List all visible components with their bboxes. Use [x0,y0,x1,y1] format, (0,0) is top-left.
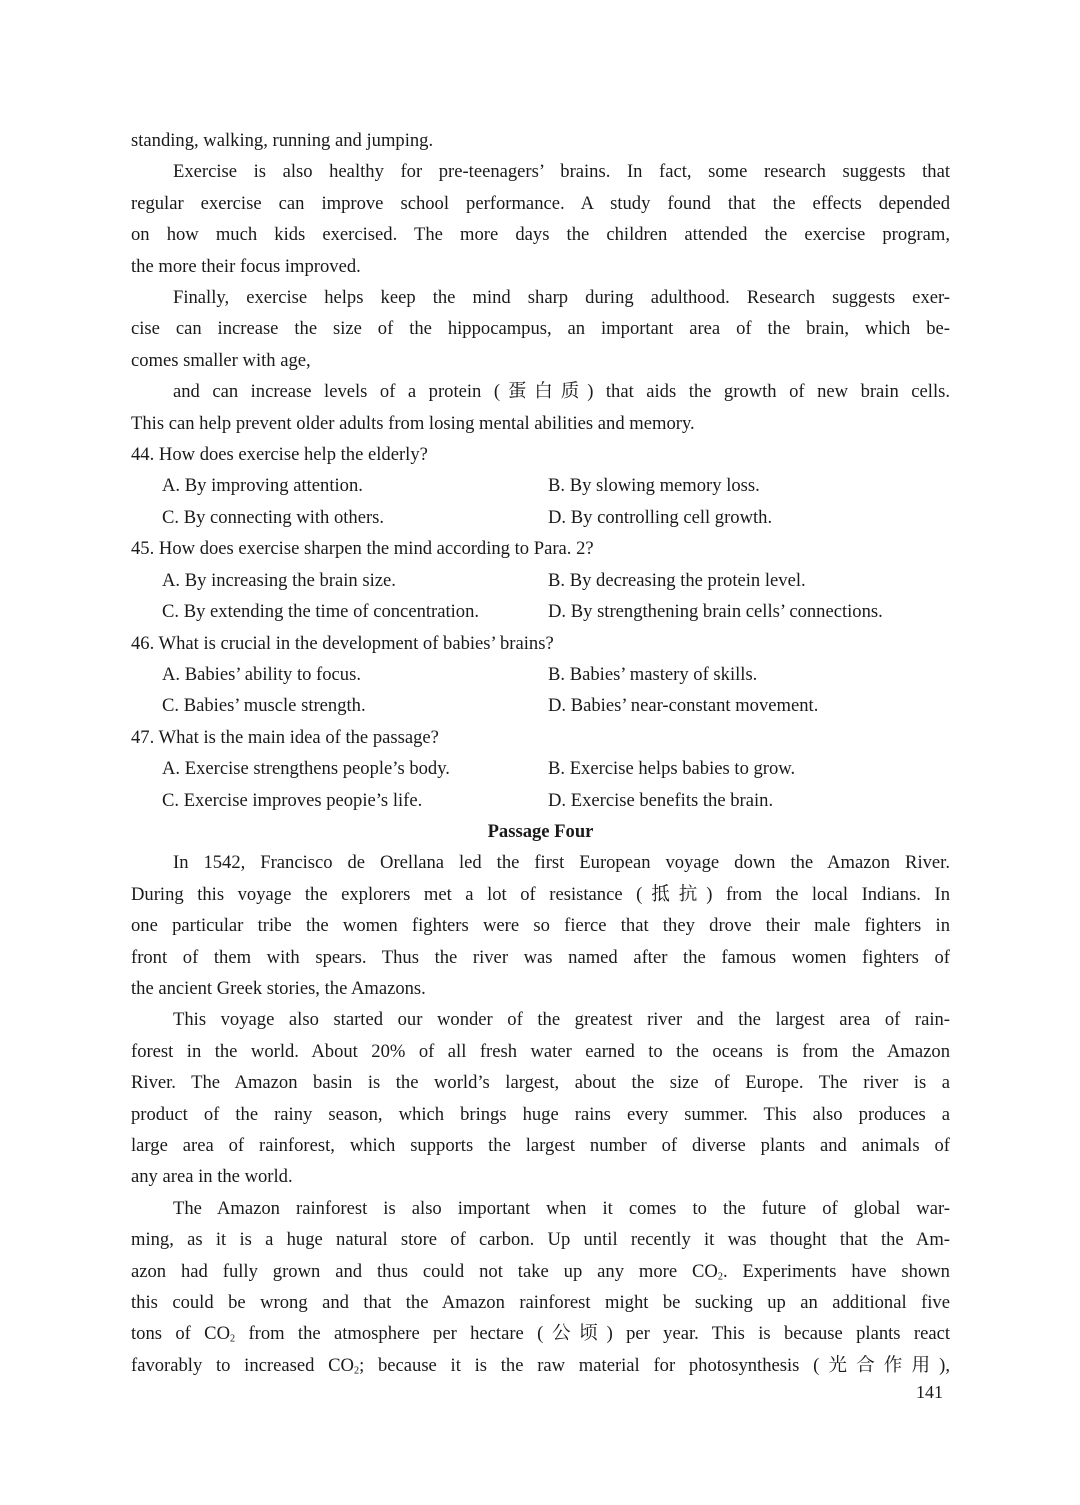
text-run: ; because it is the raw material for photosynthesis (光合作用), [359,1354,950,1376]
passage-heading: Passage Four [487,820,594,842]
paragraph-line: cise can increase the size of the hippocampus, an important area of the brain, which be- [131,318,950,340]
paragraph-line-co2 [131,1256,950,1287]
option-b: B. Exercise helps babies to grow. [548,758,796,780]
subscript: 2 [717,1271,723,1283]
paragraph-line-co2 [131,1318,950,1349]
paragraph-line: on how much kids exercised. The more days the children attended the exercise program, [131,224,950,246]
option-b: B. By decreasing the protein level. [548,569,806,591]
paragraph-line: ming, as it is a huge natural store of carbon. Up until recently it was thought that the Am- [131,1229,950,1251]
option-row [131,470,950,501]
option-d: D. Babies’ near-constant movement. [548,695,819,717]
option-b: B. Babies’ mastery of skills. [548,663,758,685]
option-a: A. Exercise strengthens people’s body. [162,758,450,780]
option-d: D. By strengthening brain cells’ connections. [548,601,883,623]
question-stem: 46. What is crucial in the development of babies’ brains? [131,632,554,654]
paragraph-line: During this voyage the explorers met a lot of resistance (抵抗) from the local Indians. In [131,883,950,905]
option-b: B. By slowing memory loss. [548,475,760,497]
paragraph-line: Exercise is also healthy for pre-teenagers’ brains. In fact, some research suggests that [173,161,950,183]
paragraph-line: product of the rainy season, which brings huge rains every summer. This also produces a [131,1103,950,1125]
option-d: D. Exercise benefits the brain. [548,789,774,811]
paragraph-line: one particular tribe the women fighters were so fierce that they drove their male fighters in [131,915,950,937]
subscript: 2 [230,1333,236,1345]
option-row [131,596,950,627]
question-stem: 44. How does exercise help the elderly? [131,444,428,466]
option-row [131,690,950,721]
paragraph-line-co2 [131,1350,950,1381]
paragraph-line: River. The Amazon basin is the world’s largest, about the size of Europe. The river is a [131,1072,950,1094]
paragraph-line: The Amazon rainforest is also important when it comes to the future of global war- [173,1197,950,1219]
text-run: favorably to increased CO [131,1354,354,1376]
page-body [131,125,950,1381]
paragraph-line: Finally, exercise helps keep the mind sharp during adulthood. Research suggests exer- [173,287,950,309]
paragraph-line: the more their focus improved. [131,255,361,277]
text-run: . Experiments have shown [722,1260,950,1282]
option-a: A. By increasing the brain size. [162,569,396,591]
paragraph-line: standing, walking, running and jumping. [131,130,434,151]
option-row [131,502,950,533]
option-a: A. Babies’ ability to focus. [162,663,361,685]
text-run: tons of CO [131,1323,230,1345]
paragraph-line: any area in the world. [131,1166,293,1188]
option-c: C. Babies’ muscle strength. [162,695,366,717]
paragraph-line: the ancient Greek stories, the Amazons. [131,977,426,999]
option-d: D. By controlling cell growth. [548,506,773,528]
option-row [131,785,950,816]
paragraph-line: forest in the world. About 20% of all fresh water earned to the oceans is from the Amazon [131,1040,950,1062]
option-row [131,565,950,596]
paragraph-line: comes smaller with age, [131,349,311,371]
paragraph-line: This voyage also started our wonder of the greatest river and the largest area of rain- [173,1009,950,1031]
question-stem: 47. What is the main idea of the passage? [131,726,439,748]
paragraph-line: In 1542, Francisco de Orellana led the first European voyage down the Amazon River. [173,852,950,874]
option-c: C. Exercise improves peopie’s life. [162,789,423,811]
paragraph-line: This can help prevent older adults from losing mental abilities and memory. [131,412,695,434]
paragraph-line: regular exercise can improve school performance. A study found that the effects depended [131,192,950,214]
paragraph-line: this could be wrong and that the Amazon rainforest might be sucking up an additional five [131,1292,950,1314]
page-number: 141 [916,1382,943,1402]
option-row [131,753,950,784]
option-c: C. By extending the time of concentration. [162,601,480,623]
option-c: C. By connecting with others. [162,506,385,528]
paragraph-line: front of them with spears. Thus the river was named after the famous women fighters of [131,946,950,968]
question-stem: 45. How does exercise sharpen the mind according to Para. 2? [131,538,594,560]
paragraph-line: and can increase levels of a protein (蛋白质) that aids the growth of new brain cells. [173,381,950,403]
paragraph-line: large area of rainforest, which supports the largest number of diverse plants and animals of [131,1135,950,1156]
text-run: azon had fully grown and thus could not take up any more CO [131,1260,718,1282]
option-a: A. By improving attention. [162,475,363,497]
option-row [131,659,950,690]
subscript: 2 [353,1365,360,1377]
text-run: from the atmosphere per hectare (公顷) per year. This is because plants react [235,1323,950,1345]
